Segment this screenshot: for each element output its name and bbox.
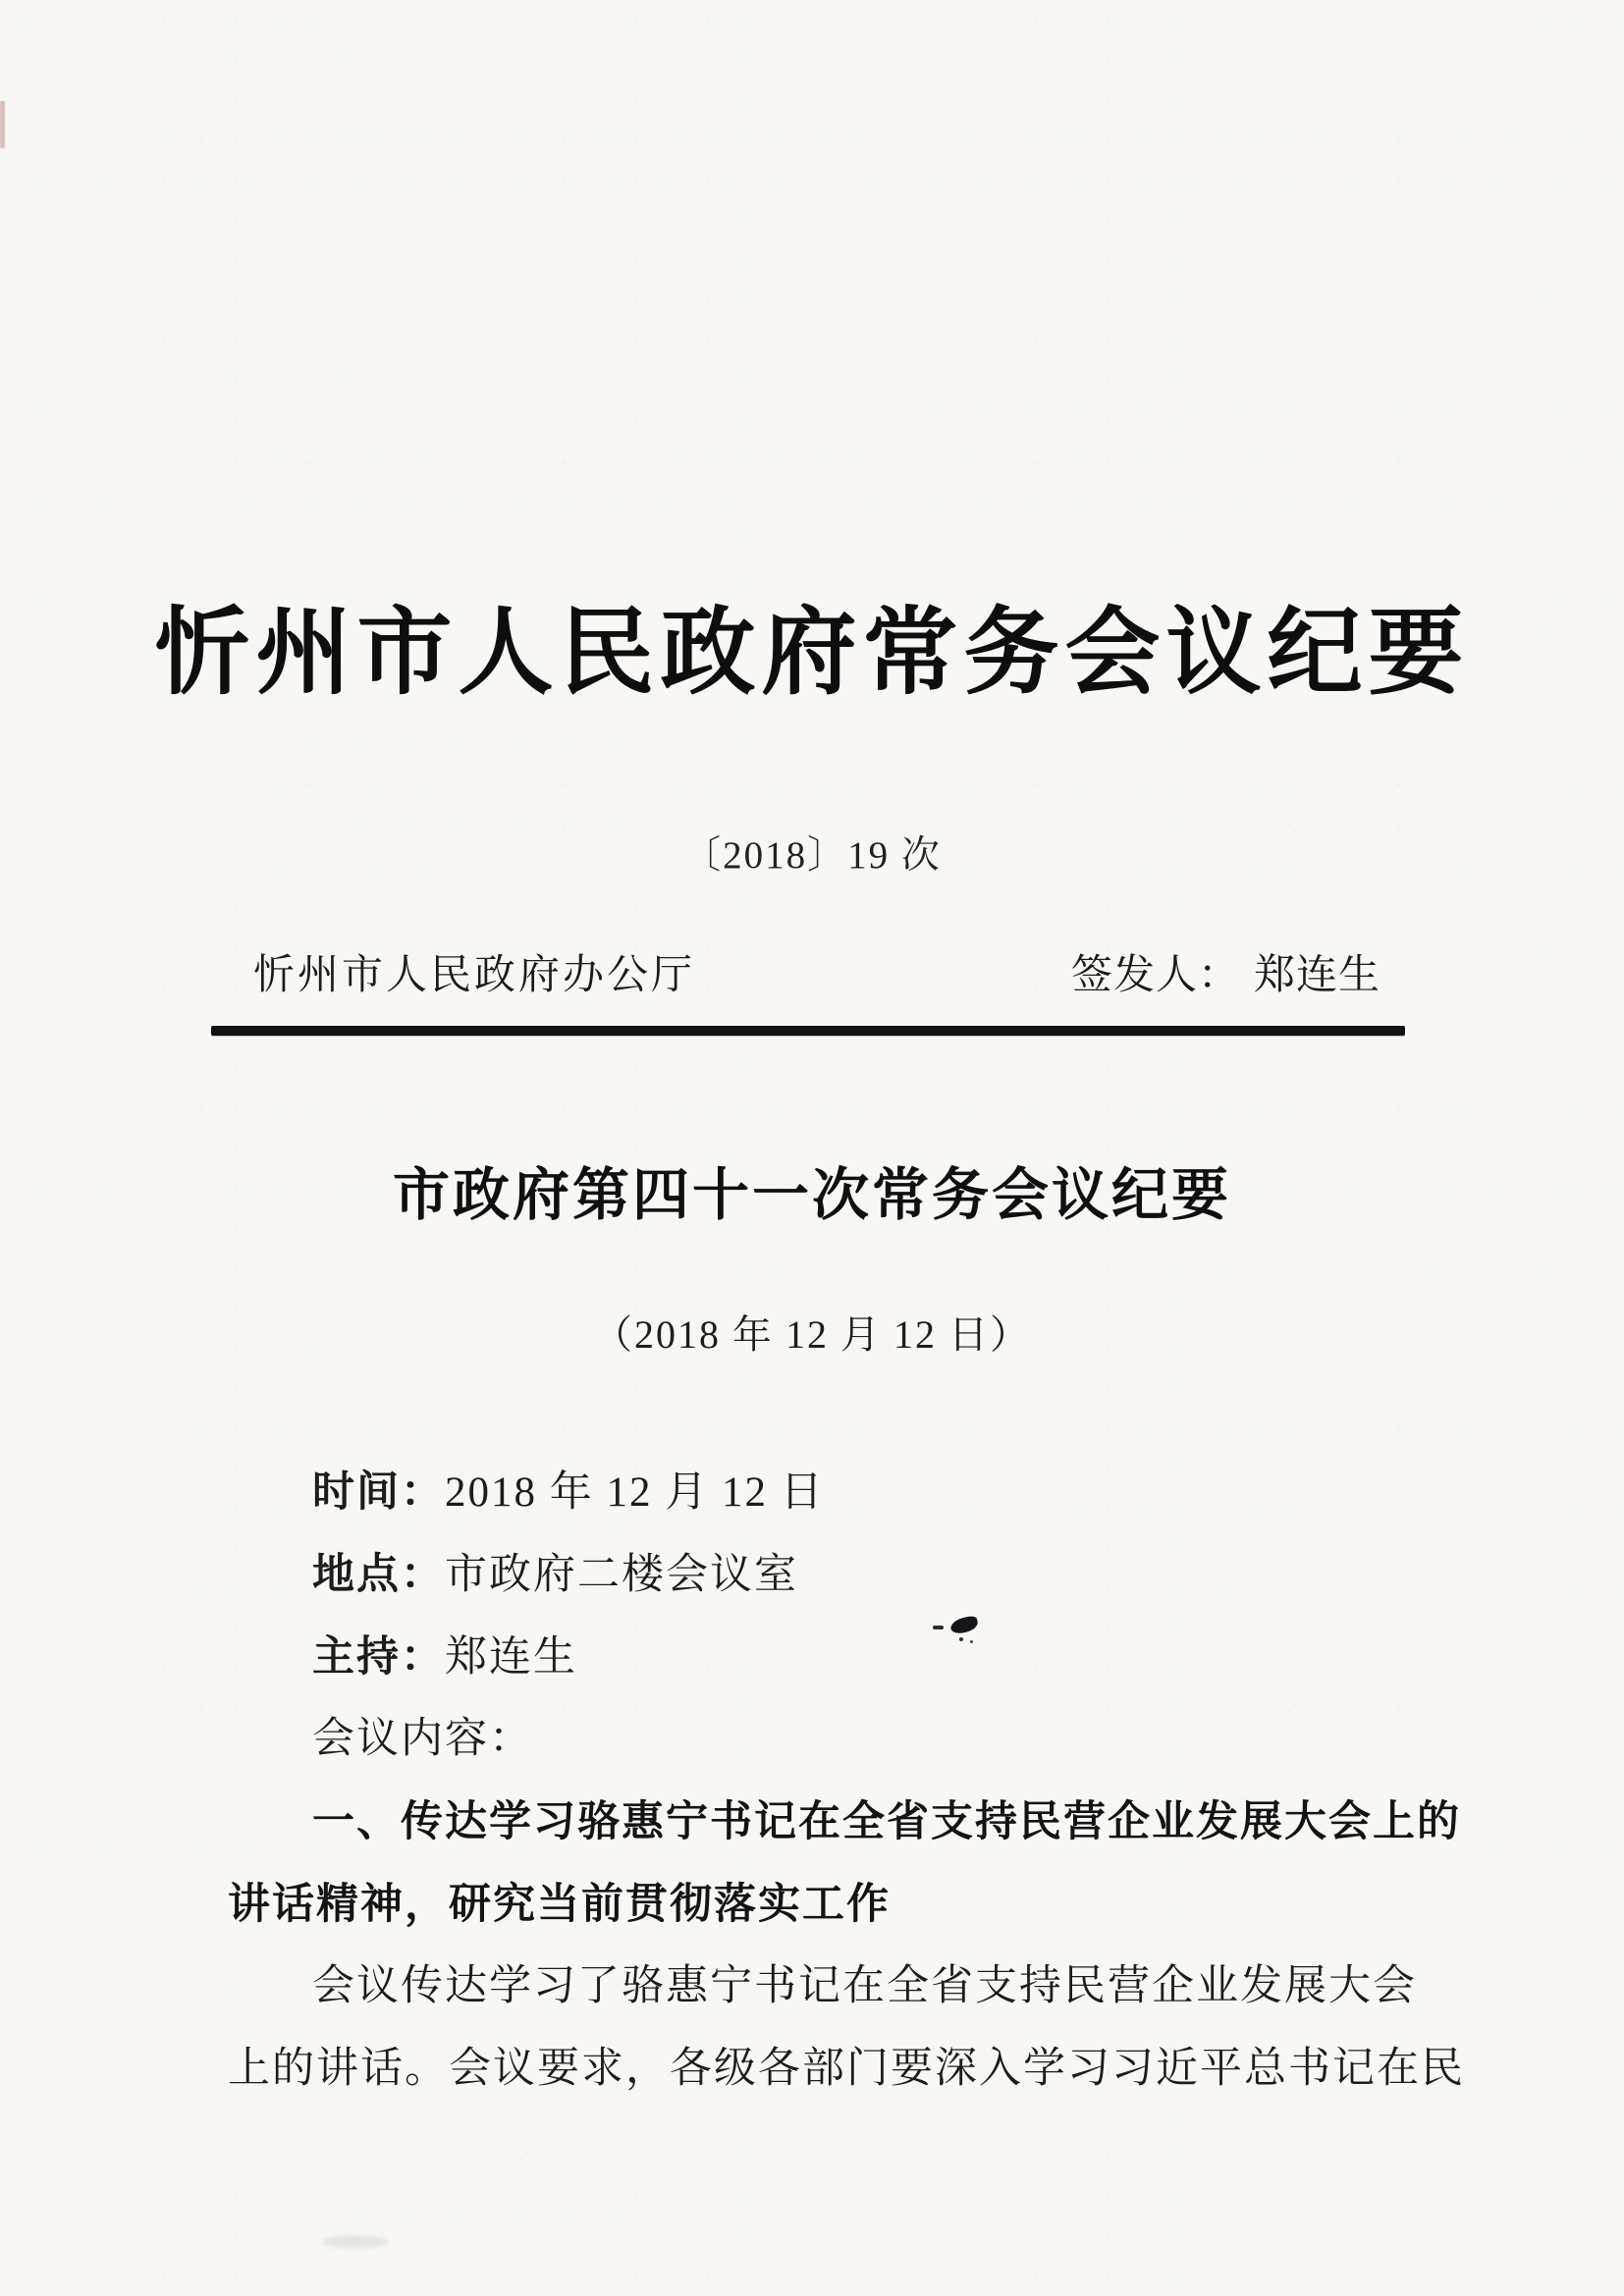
issuing-office: 忻州市人民政府办公厅 [253, 953, 696, 998]
ink-dot-mark [970, 1640, 973, 1643]
issue-number: 〔2018〕19 次 [682, 834, 942, 877]
meeting-date: （2018 年 12 月 12 日） [593, 1312, 1031, 1357]
host-value: 郑连生 [445, 1634, 577, 1681]
agenda-item-line1: 一、传达学习骆惠宁书记在全省支持民营企业发展大会上的 [312, 1798, 1461, 1845]
header-divider-rule [211, 1026, 1405, 1036]
info-row-place [228, 1533, 1439, 1616]
scan-edge-streak [0, 101, 5, 148]
signer-label: 签发人： [1070, 953, 1240, 998]
place-value: 市政府二楼会议室 [445, 1552, 798, 1598]
ink-dot-mark [959, 1637, 963, 1641]
meeting-title: 市政府第四十一次常务会议纪要 [392, 1163, 1231, 1227]
place-label: 地点： [312, 1551, 445, 1598]
host-label: 主持： [312, 1633, 445, 1681]
info-row-time [228, 1451, 1439, 1533]
signer-name: 郑连生 [1253, 953, 1380, 998]
office-signer-row [253, 942, 1380, 1001]
body-paragraph-line2: 上的讲话。会议要求，各级各部门要深入学习习近平总书记在民 [228, 2046, 1465, 2092]
body-paragraph-line1: 会议传达学习了骆惠宁书记在全省支持民营企业发展大会 [312, 1963, 1417, 2009]
time-label: 时间： [312, 1468, 445, 1516]
agenda-item-line2: 讲话精神，研究当前贯彻落实工作 [228, 1881, 891, 1928]
info-row-host [228, 1616, 1439, 1698]
ink-dash-mark [933, 1626, 944, 1629]
content-section-label: 会议内容： [312, 1716, 533, 1762]
document-body [228, 1451, 1465, 2110]
time-value: 2018 年 12 月 12 日 [445, 1469, 825, 1516]
signer [1071, 942, 1380, 1001]
document-big-title: 忻州市人民政府常务会议纪要 [154, 601, 1470, 706]
scan-smudge [322, 2236, 389, 2248]
